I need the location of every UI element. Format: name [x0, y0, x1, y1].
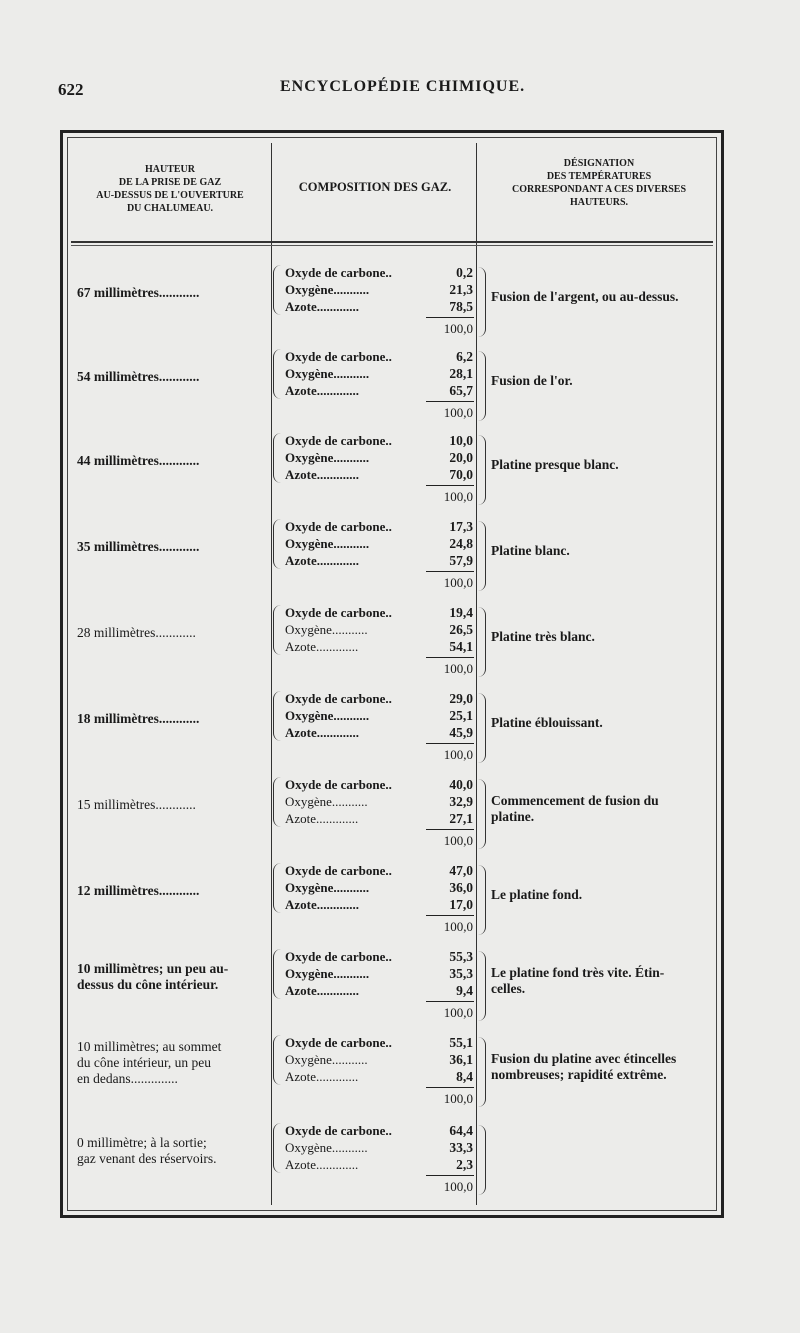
brace: [273, 605, 284, 655]
temperature-label-line: Le platine fond très vite. Étin-: [491, 965, 665, 980]
gas-name: Azote.............: [285, 1069, 359, 1084]
height-label: [77, 285, 267, 301]
temperature-label-line: Fusion du platine avec étincelles: [491, 1051, 677, 1066]
temperature-label: [491, 373, 719, 389]
brace: [273, 433, 284, 483]
gas-name: Oxygène...........: [285, 450, 370, 465]
gas-value: 35,3: [449, 966, 473, 981]
gas-name: Oxygène...........: [285, 880, 370, 895]
gas-value: 24,8: [449, 536, 473, 551]
header-temperature: [481, 157, 717, 209]
table-row: [63, 601, 727, 685]
gas-value: 6,2: [456, 349, 473, 364]
gas-value: 54,1: [449, 639, 473, 654]
total-rule: [426, 915, 474, 916]
composition-table: [60, 130, 724, 1218]
height-label-line: dessus du cône intérieur.: [77, 977, 219, 992]
gas-name: Oxygène...........: [285, 1140, 368, 1155]
gas-value: 29,0: [449, 691, 473, 706]
header-rule: [71, 241, 713, 243]
header-line: HAUTEURS.: [569, 197, 629, 208]
total-value: 100,0: [443, 661, 473, 676]
total-value: 100,0: [443, 1005, 473, 1020]
brace: [477, 779, 486, 849]
gas-name: Azote.............: [285, 897, 360, 912]
temperature-label-line: Platine très blanc.: [491, 629, 595, 644]
gas-name: Oxyde de carbone..: [285, 265, 392, 280]
table-row: [63, 429, 727, 513]
header-line: DÉSIGNATION: [563, 158, 635, 169]
temperature-label: [491, 887, 719, 903]
total-rule: [426, 657, 474, 658]
height-label-line: en dedans..............: [77, 1071, 178, 1086]
gas-name: Oxyde de carbone..: [285, 519, 392, 534]
height-label: [77, 883, 267, 899]
height-label-line: 54 millimètres............: [77, 369, 200, 384]
brace: [273, 949, 284, 999]
total-rule: [426, 743, 474, 744]
height-label: [77, 711, 267, 727]
total-value: 100,0: [443, 321, 473, 336]
total-rule: [426, 485, 474, 486]
temperature-label: [491, 1051, 719, 1083]
gas-value: 55,3: [449, 949, 473, 964]
temperature-label: [491, 289, 719, 305]
gas-value: 21,3: [449, 282, 473, 297]
height-label: [77, 961, 267, 993]
brace: [273, 691, 284, 741]
height-label-line: du cône intérieur, un peu: [77, 1055, 212, 1070]
gas-value: 0,2: [456, 265, 473, 280]
brace: [273, 1123, 284, 1173]
brace: [273, 1035, 284, 1085]
gas-value: 19,4: [449, 605, 473, 620]
temperature-label: [491, 629, 719, 645]
brace: [273, 863, 284, 913]
height-label-line: 10 millimètres; au sommet: [77, 1039, 222, 1054]
temperature-label-line: nombreuses; rapidité extrême.: [491, 1067, 667, 1082]
total-value: 100,0: [443, 405, 473, 420]
gas-name: Oxygène...........: [285, 1052, 368, 1067]
gas-value: 70,0: [449, 467, 473, 482]
gas-value: 33,3: [449, 1140, 473, 1155]
gas-value: 47,0: [449, 863, 473, 878]
table-row: [63, 1031, 727, 1115]
height-label-line: 12 millimètres............: [77, 883, 200, 898]
gas-value: 45,9: [449, 725, 473, 740]
gas-value: 2,3: [456, 1157, 473, 1172]
temperature-label-line: Commencement de fusion du: [491, 793, 659, 808]
brace: [477, 351, 486, 421]
gas-value: 57,9: [449, 553, 473, 568]
temperature-label-line: celles.: [491, 981, 526, 996]
total-rule: [426, 317, 474, 318]
gas-name: Azote.............: [285, 553, 360, 568]
gas-value: 55,1: [449, 1035, 473, 1050]
brace: [477, 865, 486, 935]
gas-value: 32,9: [449, 794, 473, 809]
gas-name: Oxygène...........: [285, 966, 370, 981]
brace: [273, 777, 284, 827]
header-line: HAUTEUR: [144, 164, 195, 175]
header-rule: [71, 245, 713, 246]
gas-value: 40,0: [449, 777, 473, 792]
table-row: [63, 261, 727, 345]
brace: [477, 1037, 486, 1107]
total-rule: [426, 571, 474, 572]
temperature-label: [491, 457, 719, 473]
gas-value: 17,3: [449, 519, 473, 534]
total-rule: [426, 1087, 474, 1088]
gas-name: Azote.............: [285, 383, 360, 398]
total-value: 100,0: [443, 1179, 473, 1194]
table-row: [63, 515, 727, 599]
gas-value: 64,4: [449, 1123, 473, 1138]
brace: [477, 607, 486, 677]
gas-name: Azote.............: [285, 811, 359, 826]
gas-name: Oxygène...........: [285, 366, 370, 381]
header-line: CORRESPONDANT A CES DIVERSES: [511, 184, 687, 195]
temperature-label: [491, 715, 719, 731]
header-height: [75, 163, 265, 215]
brace: [477, 521, 486, 591]
gas-name: Azote.............: [285, 639, 359, 654]
height-label-line: gaz venant des réservoirs.: [77, 1151, 217, 1166]
header-composition: COMPOSITION DES GAZ.: [298, 180, 452, 194]
table-row: [63, 945, 727, 1029]
gas-name: Oxyde de carbone..: [285, 1035, 392, 1050]
height-label-line: 10 millimètres; un peu au-: [77, 961, 229, 976]
table-row: [63, 859, 727, 943]
gas-name: Oxyde de carbone..: [285, 605, 392, 620]
gas-value: 9,4: [456, 983, 473, 998]
height-label-line: 18 millimètres............: [77, 711, 200, 726]
gas-value: 65,7: [449, 383, 473, 398]
height-label: [77, 625, 267, 641]
gas-value: 36,1: [449, 1052, 473, 1067]
brace: [273, 519, 284, 569]
gas-name: Azote.............: [285, 1157, 359, 1172]
total-value: 100,0: [443, 747, 473, 762]
brace: [477, 267, 486, 337]
brace: [273, 349, 284, 399]
height-label-line: 15 millimètres............: [77, 797, 196, 812]
gas-name: Oxyde de carbone..: [285, 691, 392, 706]
gas-name: Azote.............: [285, 299, 360, 314]
header-line: DE LA PRISE DE GAZ: [118, 177, 222, 188]
brace: [477, 693, 486, 763]
total-rule: [426, 1175, 474, 1176]
page-number: 622: [58, 80, 84, 99]
total-value: 100,0: [443, 575, 473, 590]
temperature-label-line: Platine presque blanc.: [491, 457, 619, 472]
temperature-label-line: Fusion de l'argent, ou au-dessus.: [491, 289, 679, 304]
temperature-label-line: Fusion de l'or.: [491, 373, 573, 388]
header-line: DES TEMPÉRATURES: [546, 171, 652, 182]
gas-name: Oxyde de carbone..: [285, 1123, 392, 1138]
total-rule: [426, 401, 474, 402]
gas-name: Oxyde de carbone..: [285, 433, 392, 448]
header-line: AU-DESSUS DE L'OUVERTURE: [96, 190, 244, 201]
gas-name: Oxygène...........: [285, 794, 368, 809]
total-value: 100,0: [443, 1091, 473, 1106]
height-label-line: 35 millimètres............: [77, 539, 200, 554]
gas-name: Oxygène...........: [285, 622, 368, 637]
gas-value: 25,1: [449, 708, 473, 723]
running-head: ENCYCLOPÉDIE CHIMIQUE.: [280, 78, 526, 95]
gas-value: 78,5: [449, 299, 473, 314]
temperature-label-line: Platine éblouissant.: [491, 715, 603, 730]
brace: [273, 265, 284, 315]
gas-name: Oxyde de carbone..: [285, 777, 392, 792]
temperature-label: [491, 965, 719, 997]
height-label: [77, 369, 267, 385]
gas-value: 17,0: [449, 897, 473, 912]
gas-name: Oxyde de carbone..: [285, 863, 392, 878]
gas-value: 20,0: [449, 450, 473, 465]
height-label: [77, 1039, 267, 1087]
temperature-label: [491, 793, 719, 825]
gas-name: Oxyde de carbone..: [285, 349, 392, 364]
gas-name: Oxygène...........: [285, 708, 370, 723]
brace: [477, 951, 486, 1021]
total-rule: [426, 1001, 474, 1002]
table-row: [63, 1119, 727, 1203]
gas-name: Azote.............: [285, 983, 360, 998]
table-row: [63, 687, 727, 771]
gas-name: Azote.............: [285, 725, 360, 740]
height-label: [77, 453, 267, 469]
temperature-label: [491, 543, 719, 559]
table-row: [63, 773, 727, 857]
total-value: 100,0: [443, 833, 473, 848]
table-row: [63, 345, 727, 429]
gas-value: 27,1: [449, 811, 473, 826]
height-label-line: 44 millimètres............: [77, 453, 200, 468]
height-label: [77, 1135, 267, 1167]
height-label: [77, 539, 267, 555]
gas-value: 26,5: [449, 622, 473, 637]
gas-value: 10,0: [449, 433, 473, 448]
gas-name: Oxygène...........: [285, 282, 370, 297]
gas-name: Azote.............: [285, 467, 360, 482]
gas-value: 28,1: [449, 366, 473, 381]
height-label: [77, 797, 267, 813]
total-value: 100,0: [443, 919, 473, 934]
total-rule: [426, 829, 474, 830]
height-label-line: 0 millimètre; à la sortie;: [77, 1135, 207, 1150]
total-value: 100,0: [443, 489, 473, 504]
header-line: DU CHALUMEAU.: [126, 203, 214, 214]
height-label-line: 67 millimètres............: [77, 285, 200, 300]
temperature-label-line: Le platine fond.: [491, 887, 583, 902]
gas-value: 36,0: [449, 880, 473, 895]
brace: [477, 1125, 486, 1195]
gas-name: Oxyde de carbone..: [285, 949, 392, 964]
gas-value: 8,4: [456, 1069, 473, 1084]
gas-name: Oxygène...........: [285, 536, 370, 551]
temperature-label-line: platine.: [491, 809, 535, 824]
height-label-line: 28 millimètres............: [77, 625, 196, 640]
temperature-label-line: Platine blanc.: [491, 543, 570, 558]
brace: [477, 435, 486, 505]
